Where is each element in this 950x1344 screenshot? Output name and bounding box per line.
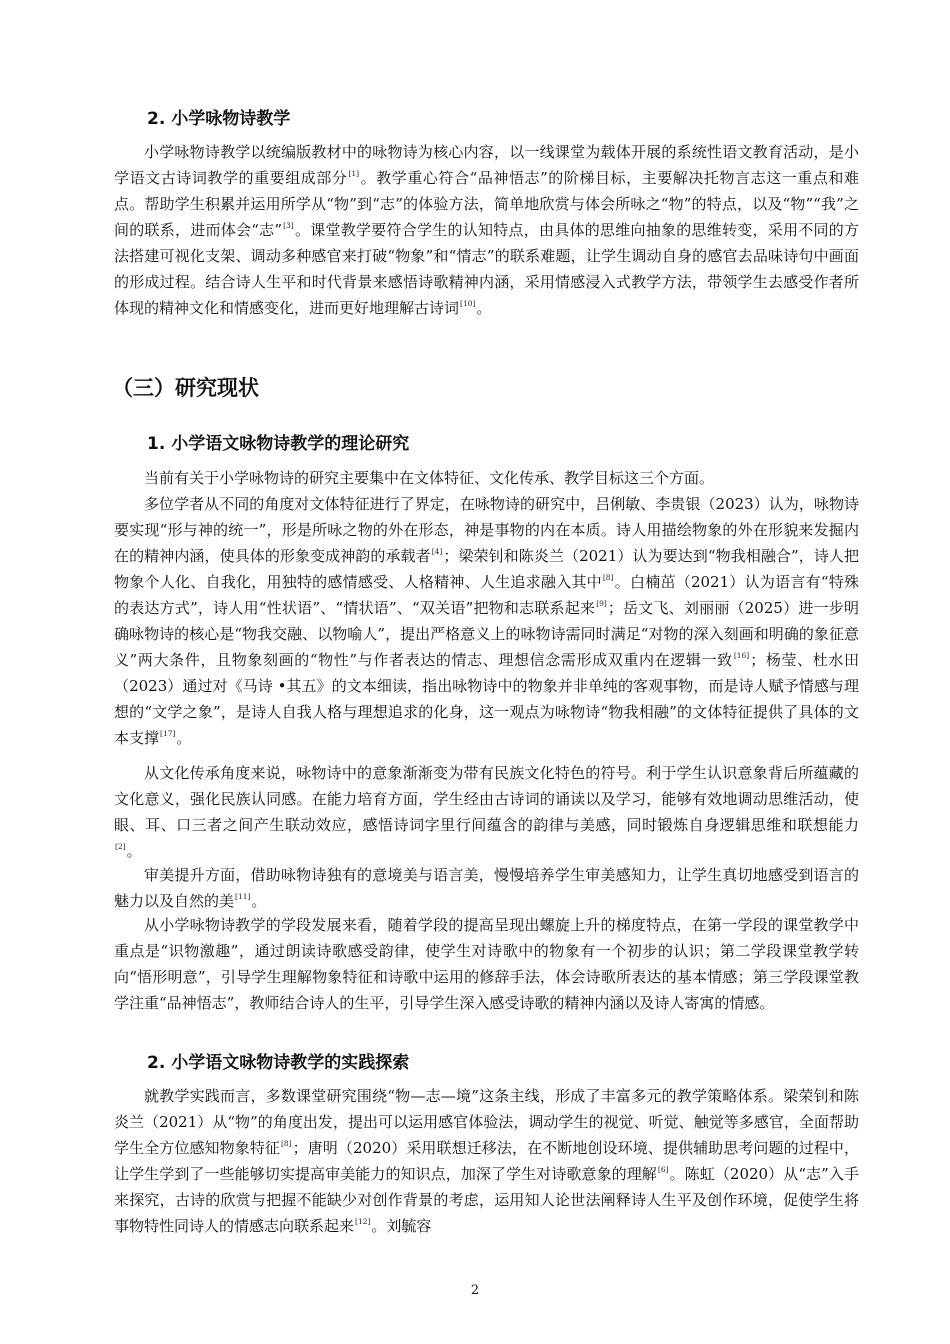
citation-ref: [2] bbox=[115, 842, 126, 851]
citation-ref: [12] bbox=[355, 1217, 371, 1226]
paragraph-text: ；唐明（2020）采用联想迁移法，在不断地创设环境、提供辅助思考问题的过程中，让学生学到了一些能够切实提高审美能力的知识点，加深了学生对诗歌意象的理解 bbox=[114, 1139, 859, 1183]
paragraph-text: 。刘毓容 bbox=[371, 1217, 432, 1235]
citation-ref: [10] bbox=[460, 299, 476, 308]
paragraph-text: 。 bbox=[176, 729, 192, 747]
paragraph-text: 。 bbox=[476, 299, 492, 317]
citation-ref: [16] bbox=[733, 651, 750, 660]
citation-ref: [3] bbox=[283, 221, 294, 230]
paragraph bbox=[114, 139, 859, 321]
paragraph-text: 审美提升方面，借助咏物诗独有的意境美与语言美，慢慢培养学生审美感知力，让学生真切地感受到语言的魅力以及自然的美 bbox=[114, 866, 859, 910]
citation-ref: [11] bbox=[235, 892, 251, 901]
paragraph-text: 小学咏物诗教学以统编版教材中的咏物诗为核心内容，以一线课堂为载体开展的系统性语文教育活动，是小学语文古诗词教学的重要组成部分 bbox=[114, 143, 859, 187]
citation-ref: [6] bbox=[657, 1165, 669, 1174]
paragraph-text: 。陈虹（2020）从“志”入手来探究，古诗的欣赏与把握不能缺少对创作背景的考虑，运用知人论世法阐释诗人生平及创作环境，促使学生将事物特性同诗人的情感志向联系起来 bbox=[114, 1165, 859, 1235]
paragraph-text: ；梁荣钊和陈炎兰（2021）认为要达到“物我相融合”，诗人把物象个人化、自我化，用独特的感情感受、人格精神、人生追求融入其中 bbox=[114, 547, 859, 591]
paragraph bbox=[114, 760, 859, 864]
paragraph-text: 当前有关于小学咏物诗的研究主要集中在文体特征、文化传承、教学目标这三个方面。 bbox=[144, 469, 715, 487]
section-heading-practice: 2. 小学语文咏物诗教学的实践探索 bbox=[147, 1053, 410, 1073]
paragraph bbox=[114, 862, 859, 914]
paragraph bbox=[114, 491, 859, 751]
paragraph-text: ；杨莹、杜水田（2023）通过对《马诗 •其五》的文本细读，指出咏物诗中的物象并非单纯的客观事物，而是诗人赋予情感与理想的“文学之象”，是诗人自我人格与理想追求的化身，这一观点为咏物诗“物我相融”的文体特征提供了具体的文本支撑 bbox=[114, 651, 859, 747]
paragraph-text: 从文化传承角度来说，咏物诗中的意象渐渐变为带有民族文化特色的符号。利于学生认识意象背后所蕴藏的文化意义，强化民族认同感。在能力培育方面，学生经由古诗词的诵读以及学习，能够有效地调动思维活动，使眼、耳、口三者之间产生联动效应，感悟诗词字里行间蕴含的韵律与美感，同时锻炼自身逻辑思维和联想能力 bbox=[114, 764, 859, 834]
page-number: 2 bbox=[470, 1283, 480, 1298]
paragraph bbox=[114, 465, 859, 491]
citation-ref: [17] bbox=[160, 729, 176, 738]
paragraph-text: 。 bbox=[126, 842, 142, 860]
paragraph-text: 。教学重心符合“品神悟志”的阶梯目标，主要解决托物言志这一重点和难点。帮助学生积累并运用所学从“物”到“志”的体验方法，简单地欣赏与体会所咏之“物”的特点，以及“物”“我”之间的联系，进而体会“志” bbox=[114, 169, 859, 239]
section-heading-poetry-teaching: 2. 小学咏物诗教学 bbox=[147, 109, 291, 129]
citation-ref: [9] bbox=[596, 599, 607, 608]
citation-ref: [8] bbox=[602, 573, 614, 582]
section-heading-research-status: （三）研究现状 bbox=[112, 376, 259, 400]
paragraph bbox=[114, 1083, 859, 1239]
paragraph bbox=[114, 912, 859, 1016]
citation-ref: [4] bbox=[431, 547, 443, 556]
citation-ref: [1] bbox=[348, 169, 360, 178]
paragraph-text: 。 bbox=[251, 892, 267, 910]
paragraph-text: 多位学者从不同的角度对文体特征进行了界定，在咏物诗的研究中，吕俐敏、李贵银（2023）认为，咏物诗要实现“形与神的统一”，形是所咏之物的外在形态，神是事物的内在本质。诗人用描绘物象的外在形貌来发掘内在的精神内涵，使具体的形象变成神韵的承载者 bbox=[114, 495, 859, 565]
paragraph-text: ；岳文飞、刘丽丽（2025）进一步明确咏物诗的核心是“物我交融、以物喻人”，提出严格意义上的咏物诗需同时满足“对物的深入刻画和明确的象征意义”两大条件，且物象刻画的“物性”与作者表达的情志、理想信念需形成双重内在逻辑一致 bbox=[114, 599, 859, 669]
paragraph-text: 就教学实践而言，多数课堂研究围绕“物—志—境”这条主线，形成了丰富多元的教学策略体系。梁荣钊和陈炎兰（2021）从“物”的角度出发，提出可以运用感官体验法，调动学生的视觉、听觉、触觉等多感官，全面帮助学生全方位感知物象特征 bbox=[114, 1087, 859, 1157]
section-heading-theory: 1. 小学语文咏物诗教学的理论研究 bbox=[147, 434, 410, 454]
paragraph-text: 。课堂教学要符合学生的认知特点，由具体的思维向抽象的思维转变，采用不同的方法搭建可视化支架、调动多种感官来打破“物象”和“情志”的联系难题，让学生调动自身的感官去品味诗句中画面的形成过程。结合诗人生平和时代背景来感悟诗歌精神内涵，采用情感浸入式教学方法，带领学生去感受作者所体现的精神文化和情感变化，进而更好地理解古诗词 bbox=[114, 221, 859, 317]
paragraph-text: 从小学咏物诗教学的学段发展来看，随着学段的提高呈现出螺旋上升的梯度特点，在第一学段的课堂教学中重点是“识物激趣”，通过朗读诗歌感受韵律，使学生对诗歌中的物象有一个初步的认识；第二学段课堂教学转向“悟形明意”，引导学生理解物象特征和诗歌中运用的修辞手法，体会诗歌所表达的基本情感；第三学段课堂教学注重“品神悟志”，教师结合诗人的生平，引导学生深入感受诗歌的精神内涵以及诗人寄寓的情感。 bbox=[114, 916, 859, 1012]
paragraph-text: 。白楠茁（2021）认为语言有“特殊的表达方式”，诗人用“性状语”、“情状语”、“双关语”把物和志联系起来 bbox=[114, 573, 859, 617]
citation-ref: [8] bbox=[281, 1139, 292, 1148]
